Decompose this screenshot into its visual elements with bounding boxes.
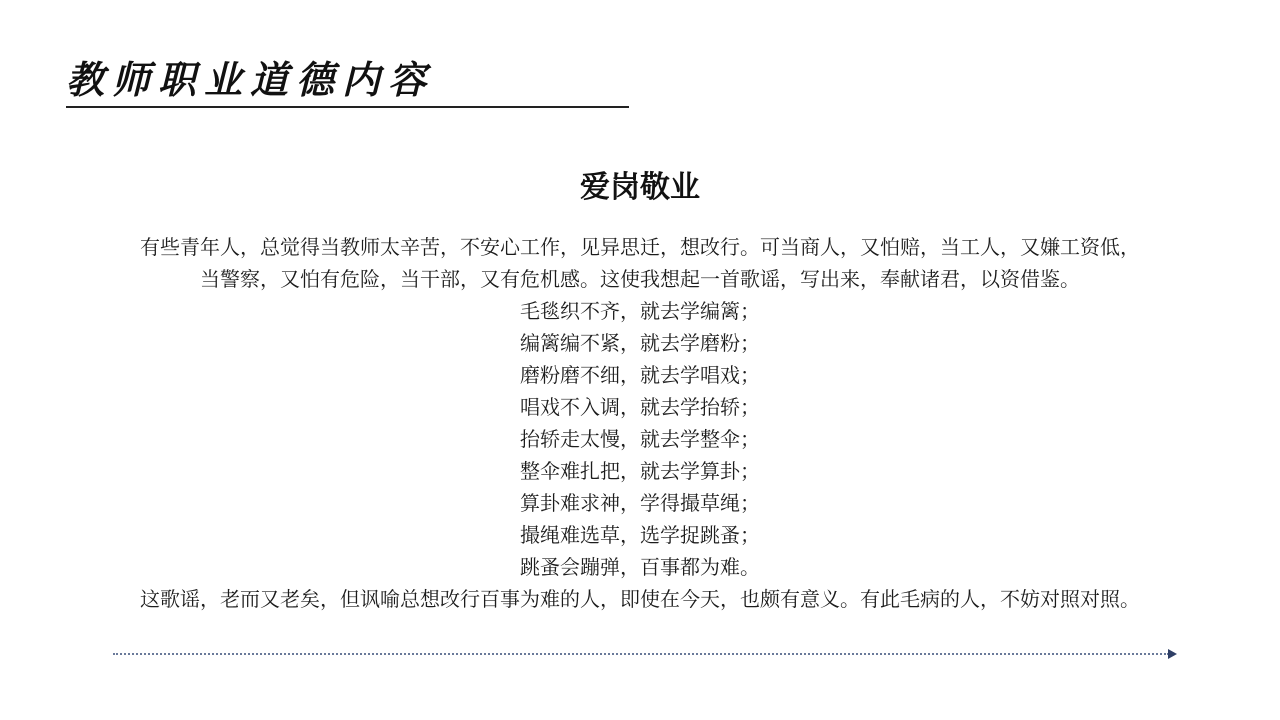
title-underline [66,106,629,108]
section-heading: 爱岗敬业 [580,170,700,205]
conclusion-line: 这歌谣，老而又老矣，但讽喻总想改行百事为难的人，即使在今天，也颇有意义。有此毛病的人，不妨对照对照。 [140,587,1140,611]
rhyme-line: 唱戏不入调，就去学抬轿； [520,395,760,419]
rhyme-line: 磨粉磨不细，就去学唱戏； [520,363,760,387]
rhyme-line: 算卦难求神，学得撮草绳； [520,491,760,515]
rhyme-list [90,295,1190,583]
intro-line: 有些青年人，总觉得当教师太辛苦，不安心工作，见异思迁，想改行。可当商人，又怕赔，当工人，又嫌工资低， [140,235,1140,259]
arrow-right-icon [1168,649,1177,659]
rhyme-line: 整伞难扎把，就去学算卦； [520,459,760,483]
rhyme-line: 跳蚤会蹦弹，百事都为难。 [520,555,760,579]
rhyme-line: 抬轿走太慢，就去学整伞； [520,427,760,451]
body-text [90,231,1190,615]
page-title: 教师职业道德内容 [66,57,435,102]
intro-line: 当警察，又怕有危险，当干部，又有危机感。这使我想起一首歌谣，写出来，奉献诸君，以资借鉴。 [200,267,1080,291]
footer-divider [113,653,1169,655]
rhyme-line: 撮绳难选草，选学捉跳蚤； [520,523,760,547]
rhyme-line: 毛毯织不齐，就去学编篱； [520,299,760,323]
rhyme-line: 编篱编不紧，就去学磨粉； [520,331,760,355]
